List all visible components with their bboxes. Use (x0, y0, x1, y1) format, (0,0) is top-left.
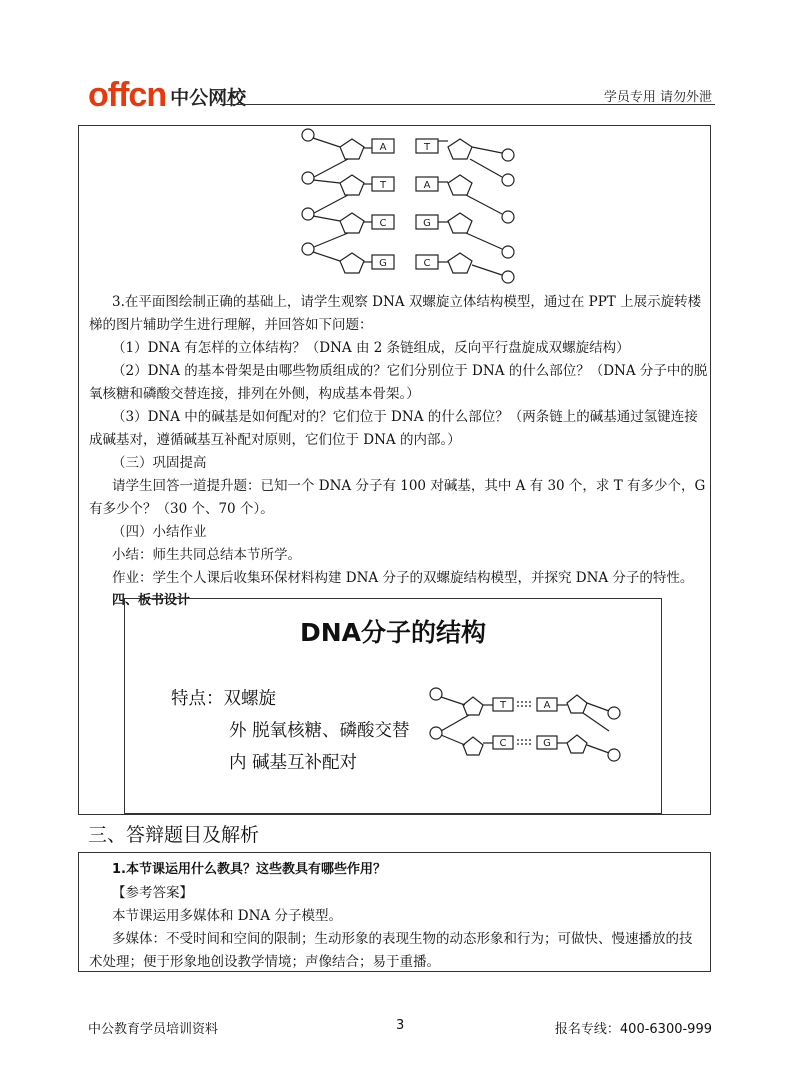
question-3-line1: （3）DNA 中的碱基是如何配对的？它们位于 DNA 的什么部位？（两条链上的碱基通过氢键连接 (112, 409, 698, 425)
footer-right: 报名专线：400-6300-999 (554, 1022, 712, 1037)
dna-board-diagram (425, 685, 625, 765)
board-title: DNA分子的结构 (299, 618, 487, 647)
offcn-logo (88, 76, 247, 114)
dna-planar-diagram (290, 125, 530, 285)
board-design-box (124, 598, 662, 814)
logo-text-en: offcn (88, 76, 167, 114)
section-3-heading: （三）巩固提高 (112, 455, 207, 471)
section-heading: 三、答辩题目及解析 (88, 824, 260, 846)
homework-text: 作业：学生个人课后收集环保材料构建 DNA 分子的双螺旋结构模型，并探究 DNA 分子的特性。 (112, 570, 694, 586)
question-title: 1.本节课运用什么教具？这些教具有哪些作用？ (112, 862, 386, 877)
phosphate-circle (302, 129, 314, 141)
board-line-2: 外 脱氧核糖、磷酸交替 (229, 721, 410, 741)
summary-text: 小结：师生共同总结本节所学。 (112, 547, 301, 563)
base-label: C (423, 258, 431, 269)
base-label: C (379, 218, 387, 229)
answer-line-1: 本节课运用多媒体和 DNA 分子模型。 (112, 908, 342, 924)
paragraph-3-line1: 3.在平面图绘制正确的基础上，请学生观察 DNA 双螺旋立体结构模型，通过在 PPT 上展示旋转楼 (112, 294, 702, 310)
answer-label: 【参考答案】 (112, 885, 193, 901)
header-tag: 学员专用 请勿外泄 (603, 90, 712, 105)
sugar-pentagon (340, 139, 364, 159)
paragraph-3-line2: 梯的图片辅助学生进行理解，并回答如下问题： (89, 317, 373, 333)
base-label: G (379, 258, 387, 269)
section-3-text-line2: 有多少个？（30 个、70 个）。 (89, 501, 274, 517)
board-line-3: 内 碱基互补配对 (229, 753, 358, 773)
page-number: 3 (396, 1018, 405, 1033)
question-2-line2: 氧核糖和磷酸交替连接，排列在外侧，构成基本骨架。） (89, 386, 420, 402)
section-3-text-line1: 请学生回答一道提升题：已知一个 DNA 分子有 100 对碱基，其中 A 有 30 个，求 T 有多少个，G (112, 478, 706, 494)
answer-line-2: 多媒体：不受时间和空间的限制；生动形象的表现生物的动态形象和行为；可做快、慢速播放的技 (112, 931, 693, 947)
base-label: T (379, 180, 387, 191)
base-label: T (499, 700, 507, 711)
base-label: A (543, 700, 551, 711)
base-label: G (543, 738, 551, 749)
base-label: G (423, 218, 431, 229)
board-design-heading: 四、板书设计 (112, 593, 191, 608)
base-label: A (423, 180, 431, 191)
base-label: T (423, 142, 431, 153)
base-label: C (499, 738, 507, 749)
logo-text-cn: 中公网校 (170, 87, 247, 109)
answer-line-3: 术处理；便于形象地创设教学情境；声像结合；易于重播。 (89, 954, 440, 970)
footer-left: 中公教育学员培训资料 (88, 1022, 219, 1037)
question-3-line2: 成碱基对，遵循碱基互补配对原则，它们位于 DNA 的内部。） (89, 432, 461, 448)
section-4-heading: （四）小结作业 (112, 524, 207, 540)
base-label: A (379, 142, 387, 153)
board-line-1: 特点：双螺旋 (171, 689, 276, 709)
question-1: （1）DNA 有怎样的立体结构？（DNA 由 2 条链组成，反向平行盘旋成双螺旋结构） (112, 340, 630, 356)
question-2-line1: （2）DNA 的基本骨架是由哪些物质组成的？它们分别位于 DNA 的什么部位？（DNA 分子中的脱 (112, 363, 708, 379)
